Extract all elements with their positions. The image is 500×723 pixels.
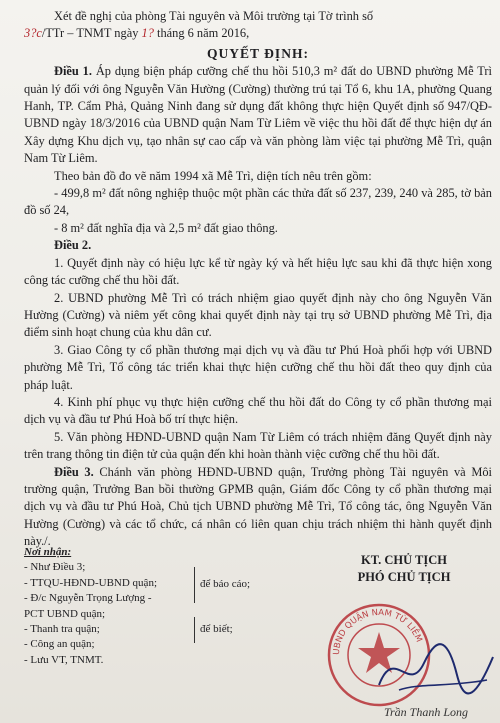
intro-ref: /TTr – TNMT ngày — [41, 26, 139, 41]
recipient-item: - Công an quận; — [24, 638, 95, 651]
inform-note: để biết; — [200, 623, 233, 635]
signer-title — [314, 552, 494, 586]
article-3-label: Điều 3. — [54, 464, 94, 479]
article-3-text: Chánh văn phòng HĐND-UBND quận, Trưởng phòng Tài nguyên và Môi trường quận, Trưởng Ban bồi thường GPMB quận, Giám đốc Công ty cổ phần thương mại dịch vụ và đầu tư Phú Hoà, Chủ tịch UBND phường Mễ Trì, Tổ công tác, ông Nguyễn Văn Hường (Cường) và các tổ chức, cá nhân có liên quan chịu trách nhiệm thi hành quyết định này./. — [24, 464, 492, 549]
article-1-map-intro: Theo bản đồ đo vẽ năm 1994 xã Mễ Trì, diện tích nêu trên gồm: — [54, 168, 372, 183]
article-2-clause-2: 2. UBND phường Mễ Trì có trách nhiệm giao quyết định này cho ông Nguyễn Văn Hường (Cường) và niêm yết công khai quyết định này tại trụ sở UBND phường Mễ Trì, địa điểm sinh hoạt chung của khu dân cư. — [24, 290, 492, 340]
signer-line-2: PHÓ CHỦ TỊCH — [357, 570, 451, 584]
article-1-item-2: - 8 m² đất nghĩa địa và 2,5 m² đất giao thông. — [54, 220, 278, 235]
article-3 — [24, 464, 492, 551]
intro-date: tháng 6 năm 2016, — [157, 26, 250, 41]
report-note: để báo cáo; — [200, 578, 251, 590]
report-bracket — [192, 567, 195, 603]
signer-name: Trần Thanh Long — [384, 705, 469, 719]
intro-line-2 — [24, 25, 492, 42]
article-1-label: Điều 1. — [54, 64, 92, 79]
recipient-item: PCT UBND quận; — [24, 607, 106, 620]
article-1 — [24, 63, 492, 167]
recipient-item: - Đ/c Nguyễn Trọng Lượng - — [24, 592, 152, 605]
intro-line-1: Xét đề nghị của phòng Tài nguyên và Môi trường tại Tờ trình số — [54, 9, 374, 23]
article-2-clause-4: 4. Kinh phí phục vụ thực hiện cưỡng chế thu hồi đất do Công ty cổ phần thương mại dịch vụ và đầu tư Phú Hoà bố trí thực hiện. — [24, 394, 492, 427]
article-1-item-1: - 499,8 m² đất nông nghiệp thuộc một phần các thửa đất số 237, 239, 240 và 285, tờ bản đồ số 24, — [24, 186, 492, 218]
recipients-heading: Nơi nhận: — [24, 546, 72, 558]
recipient-item: - TTQU-HĐND-UBND quận; — [24, 576, 157, 589]
article-2-clause-5: 5. Văn phòng HĐND-UBND quận Nam Từ Liêm có trách nhiệm đăng Quyết định này trên trang thông tin điện tử của quận đến khi hoàn thành việc cưỡng chế thu hồi đất. — [24, 429, 492, 462]
submission-number: 3?c — [24, 26, 42, 41]
recipients-list — [24, 545, 224, 668]
article-2-label: Điều 2. — [54, 238, 92, 253]
article-2-clause-1: 1. Quyết định này có hiệu lực kể từ ngày ký và hết hiệu lực sau khi đã thực hiện xong công tác cưỡng chế thu hồi đất. — [24, 255, 492, 288]
handwritten-signature-icon — [369, 635, 499, 705]
seal-text: UBND QUẬN NAM TỪ LIÊM — [331, 607, 424, 656]
inform-bracket — [192, 617, 195, 643]
signer-line-1: KT. CHỦ TỊCH — [360, 553, 447, 567]
decision-title: QUYẾT ĐỊNH: — [207, 45, 309, 61]
submission-day: 1? — [141, 26, 154, 41]
recipient-item: - Lưu VT, TNMT. — [24, 653, 104, 666]
signature-block — [24, 545, 492, 720]
article-1-text: Áp dụng biện pháp cưỡng chế thu hồi 510,3 m² đất do UBND phường Mễ Trì quản lý đối với ông Nguyễn Văn Hường (Cường) thường trú tại Tổ 6, khu 1A, phường Quang Hanh, TP. Cẩm Phả, Quảng Ninh đang sử dụng đất không thực hiện Quyết định số 947/QĐ-UBND ngày 18/3/2016 của UBND quận Nam Từ Liêm về việc thu hồi đất để thực hiện dự án Xây dựng Khu dịch vụ, tạo nhân sự cao cấp và văn phòng làm việc tại phường Mễ Trì, quận Nam Từ Liêm. — [24, 64, 492, 166]
recipient-item: - Như Điều 3; — [24, 561, 86, 574]
decision-body — [24, 8, 492, 551]
article-2-clause-3: 3. Giao Công ty cổ phần thương mại dịch vụ và đầu tư Phú Hoà phối hợp với UBND phường Mễ Trì, Tổ công tác triển khai thực hiện cưỡng chế thu hồi đất theo quy định của pháp luật. — [24, 342, 492, 392]
recipient-item: - Thanh tra quận; — [24, 623, 100, 636]
